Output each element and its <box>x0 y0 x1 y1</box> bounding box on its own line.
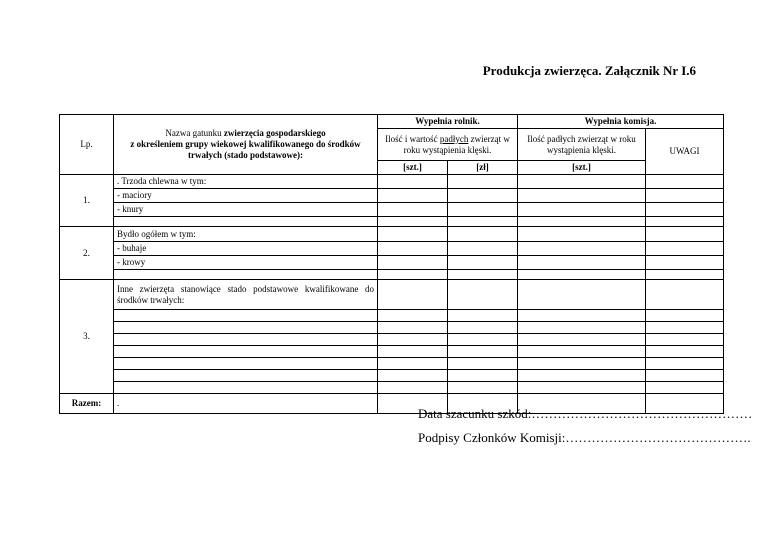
cell-input[interactable] <box>646 370 724 382</box>
cell-input[interactable] <box>646 242 724 256</box>
cell-input[interactable] <box>378 322 448 334</box>
cell-input[interactable] <box>518 322 646 334</box>
cell-input[interactable] <box>646 189 724 203</box>
cell-input[interactable] <box>378 346 448 358</box>
assessment-date-line: Data szacunku szkód:…………………………………………… <box>418 406 753 421</box>
cell-input[interactable] <box>646 322 724 334</box>
cell-input[interactable] <box>114 322 378 334</box>
cell-input[interactable] <box>448 242 518 256</box>
table-row <box>60 322 724 334</box>
cell-input[interactable] <box>518 370 646 382</box>
cell-input[interactable] <box>378 227 448 242</box>
header-animal-name <box>114 115 378 175</box>
cell-input[interactable] <box>378 358 448 370</box>
header-komisja-desc: Ilość padłych zwierząt w roku wystąpienia klęski. <box>518 129 646 161</box>
cell-input[interactable] <box>518 256 646 270</box>
cell-input[interactable] <box>378 189 448 203</box>
cell-input[interactable] <box>114 358 378 370</box>
cell-input[interactable] <box>114 382 378 394</box>
row-item: - maciory <box>114 189 378 203</box>
cell-input[interactable] <box>646 358 724 370</box>
cell-input[interactable] <box>448 334 518 346</box>
header-uwagi: UWAGI <box>646 129 724 175</box>
cell-input[interactable] <box>646 382 724 394</box>
table-row <box>60 227 724 242</box>
cell-input[interactable] <box>646 227 724 242</box>
total-value: . <box>114 394 378 414</box>
loss-assessment-table <box>59 114 724 414</box>
row-item: - buhaje <box>114 242 378 256</box>
row-lp-3: 3. <box>60 280 114 394</box>
cell-input[interactable] <box>448 203 518 217</box>
header-name-pre: Nazwa gatunku <box>165 128 224 138</box>
cell-input[interactable] <box>646 334 724 346</box>
page-title: Produkcja zwierzęca. Załącznik Nr I.6 <box>482 63 696 78</box>
header-lp: Lp. <box>60 115 114 175</box>
table-row <box>60 203 724 217</box>
cell-input[interactable] <box>448 175 518 189</box>
cell-input[interactable] <box>646 256 724 270</box>
row-heading-1: . Trzoda chlewna w tym: <box>114 175 378 189</box>
row-item: - krowy <box>114 256 378 270</box>
header-rolnik-desc <box>378 129 518 161</box>
cell-input[interactable] <box>448 358 518 370</box>
table-row <box>60 189 724 203</box>
cell-input[interactable] <box>448 217 518 227</box>
header-komisja-group: Wypełnia komisja. <box>518 115 724 129</box>
cell-input[interactable] <box>114 270 378 280</box>
cell-input[interactable] <box>378 370 448 382</box>
cell-input[interactable] <box>518 346 646 358</box>
table-row <box>60 270 724 280</box>
table-row <box>60 382 724 394</box>
cell-input[interactable] <box>114 217 378 227</box>
row-lp-2: 2. <box>60 227 114 280</box>
cell-input[interactable] <box>378 334 448 346</box>
header-rolnik-desc-pre: Ilość i wartość <box>385 133 440 144</box>
header-unit-szt: [szt.] <box>378 161 448 175</box>
cell-input[interactable] <box>448 382 518 394</box>
cell-input[interactable] <box>448 280 518 310</box>
table-row <box>60 280 724 310</box>
commission-signatures-line: Podpisy Członków Komisji:……………………………………. <box>418 430 751 445</box>
cell-input[interactable] <box>378 242 448 256</box>
cell-input[interactable] <box>518 334 646 346</box>
cell-input[interactable] <box>378 270 448 280</box>
cell-input[interactable] <box>378 310 448 322</box>
cell-input[interactable] <box>646 203 724 217</box>
table-row <box>60 358 724 370</box>
cell-input[interactable] <box>114 310 378 322</box>
header-unit-zl: [zł] <box>448 161 518 175</box>
cell-input[interactable] <box>378 175 448 189</box>
table-row <box>60 217 724 227</box>
cell-input[interactable] <box>518 203 646 217</box>
cell-input[interactable] <box>518 242 646 256</box>
cell-input[interactable] <box>448 270 518 280</box>
cell-input[interactable] <box>448 322 518 334</box>
header-rolnik-desc-post: zwierząt w roku wystąpienia klęski. <box>403 133 510 155</box>
row-item: - knury <box>114 203 378 217</box>
cell-input[interactable] <box>646 217 724 227</box>
cell-input[interactable] <box>518 217 646 227</box>
cell-input[interactable] <box>646 175 724 189</box>
cell-input[interactable] <box>448 310 518 322</box>
cell-input[interactable] <box>448 189 518 203</box>
cell-input[interactable] <box>114 334 378 346</box>
cell-input[interactable] <box>448 346 518 358</box>
header-name-bold: zwierzęcia gospodarskiego <box>223 128 326 138</box>
cell-input[interactable] <box>646 270 724 280</box>
cell-input[interactable] <box>518 227 646 242</box>
header-name-rest: z określeniem grupy wiekowej kwalifikowanego do środków trwałych (stado podstawowe): <box>130 139 361 160</box>
cell-input[interactable] <box>378 203 448 217</box>
cell-input[interactable] <box>114 370 378 382</box>
table-row <box>60 256 724 270</box>
cell-input[interactable] <box>646 346 724 358</box>
table-row <box>60 175 724 189</box>
header-rolnik-desc-ul: padłych <box>439 133 469 144</box>
total-label: Razem: <box>60 394 114 414</box>
cell-input[interactable] <box>518 382 646 394</box>
header-unit-szt-komisja: [szt.] <box>518 161 646 175</box>
cell-input[interactable] <box>518 358 646 370</box>
cell-input[interactable] <box>518 270 646 280</box>
cell-input[interactable] <box>518 310 646 322</box>
cell-input[interactable] <box>518 280 646 310</box>
row-heading-2: Bydło ogółem w tym: <box>114 227 378 242</box>
table-row <box>60 334 724 346</box>
row-heading-3: Inne zwierzęta stanowiące stado podstawowe kwalifikowane do środków trwałych: <box>114 280 378 310</box>
table-row <box>60 370 724 382</box>
row-lp-1: 1. <box>60 175 114 227</box>
cell-input[interactable] <box>114 346 378 358</box>
cell-input[interactable] <box>378 382 448 394</box>
header-rolnik-group: Wypełnia rolnik. <box>378 115 518 129</box>
cell-input[interactable] <box>646 310 724 322</box>
cell-input[interactable] <box>448 256 518 270</box>
cell-input[interactable] <box>518 175 646 189</box>
cell-input[interactable] <box>448 370 518 382</box>
table-row <box>60 346 724 358</box>
cell-input[interactable] <box>378 256 448 270</box>
cell-input[interactable] <box>378 280 448 310</box>
table-row <box>60 242 724 256</box>
cell-input[interactable] <box>378 217 448 227</box>
cell-input[interactable] <box>518 189 646 203</box>
cell-input[interactable] <box>448 227 518 242</box>
cell-input[interactable] <box>646 280 724 310</box>
table-row <box>60 310 724 322</box>
